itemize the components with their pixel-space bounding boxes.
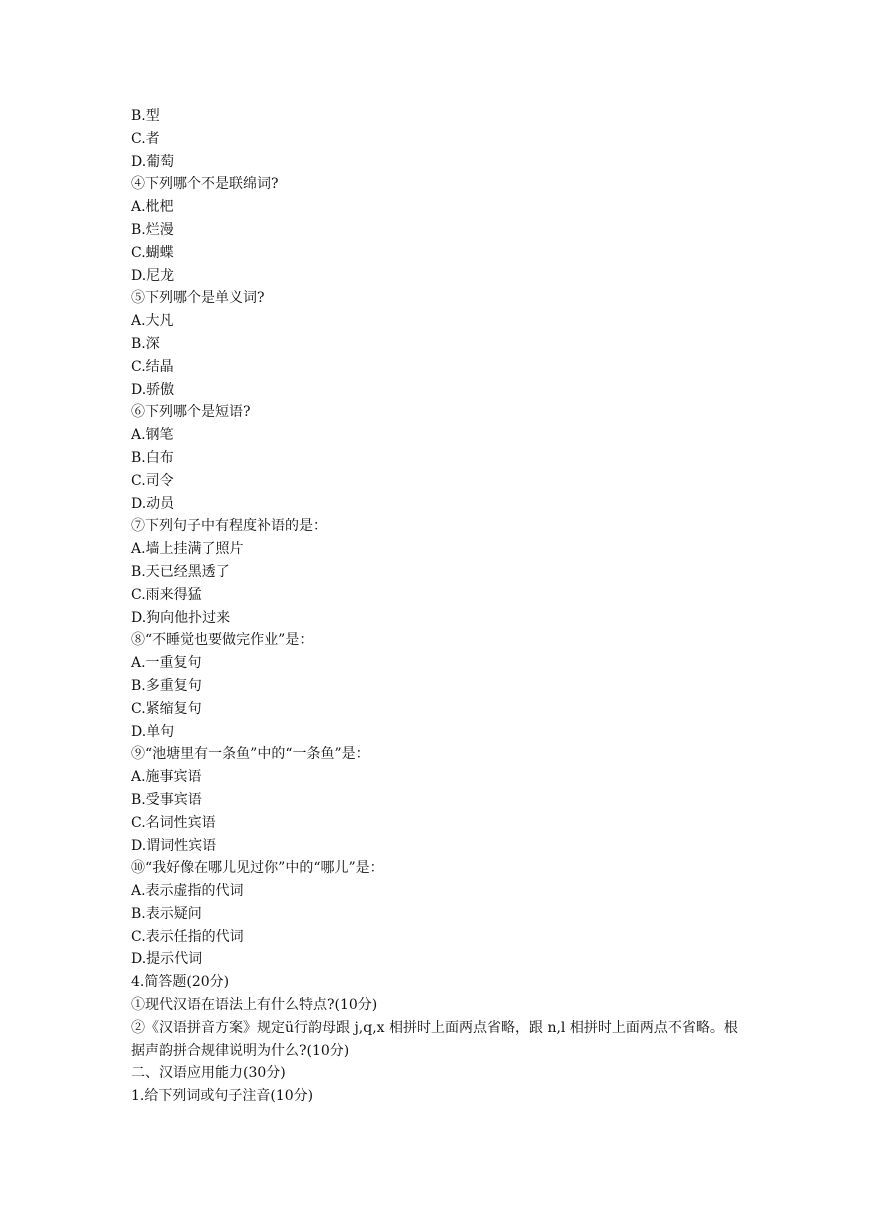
option-b-q7: B.天已经黑透了 bbox=[131, 563, 230, 580]
option-b-q5: B.深 bbox=[131, 335, 160, 352]
question-9: ⑨“池塘里有一条鱼”中的“一条鱼”是： bbox=[131, 746, 370, 763]
option-a-q4: A.枇杷 bbox=[131, 199, 174, 216]
option-b-q3: B.型 bbox=[131, 108, 160, 124]
option-d-q7: D.狗向他扑过来 bbox=[131, 609, 231, 626]
option-c-q6: C.司令 bbox=[131, 472, 174, 489]
short-answer-q2: ②《汉语拼音方案》规定ü行韵母跟 j,q,x 相拼时上面两点省略，跟 n,l 相拼时上面两点不省略。根据声韵拼合规律说明为什么?(10分) bbox=[131, 1019, 738, 1059]
option-d-q4: D.尼龙 bbox=[131, 267, 175, 284]
section-heading-short-answer: 4.简答题(20分) bbox=[131, 974, 230, 991]
question-6: ⑥下列哪个是短语? bbox=[131, 404, 251, 421]
option-d-q5: D.骄傲 bbox=[131, 381, 175, 398]
document-body bbox=[131, 105, 751, 1108]
option-a-q9: A.施事宾语 bbox=[131, 769, 202, 786]
question-8: ⑧“不睡觉也要做完作业”是： bbox=[131, 632, 314, 649]
option-d-q10: D.提示代词 bbox=[131, 951, 203, 968]
option-c-q5: C.结晶 bbox=[131, 358, 174, 375]
option-b-q8: B.多重复句 bbox=[131, 677, 202, 694]
option-c-q9: C.名词性宾语 bbox=[131, 814, 216, 831]
short-answer-q1: ①现代汉语在语法上有什么特点?(10分) bbox=[131, 997, 378, 1014]
question-4: ④下列哪个不是联绵词? bbox=[131, 176, 279, 193]
option-c-q3: C.者 bbox=[131, 130, 160, 147]
question-5: ⑤下列哪个是单义词? bbox=[131, 290, 265, 307]
option-b-q6: B.白布 bbox=[131, 449, 174, 466]
option-d-q9: D.谓词性宾语 bbox=[131, 837, 217, 854]
option-c-q7: C.雨来得猛 bbox=[131, 586, 202, 603]
question-10: ⑩“我好像在哪儿见过你”中的“哪儿”是： bbox=[131, 860, 384, 877]
option-d-q6: D.动员 bbox=[131, 495, 175, 512]
part-two-heading: 二、汉语应用能力(30分) bbox=[131, 1065, 286, 1082]
option-a-q7: A.墙上挂满了照片 bbox=[131, 541, 244, 558]
option-b-q9: B.受事宾语 bbox=[131, 791, 202, 808]
option-c-q10: C.表示任指的代词 bbox=[131, 928, 244, 945]
option-a-q5: A.大凡 bbox=[131, 313, 174, 330]
option-c-q4: C.蝴蝶 bbox=[131, 244, 174, 261]
option-c-q8: C.紧缩复句 bbox=[131, 700, 202, 717]
option-a-q6: A.钢笔 bbox=[131, 427, 174, 444]
option-a-q10: A.表示虚指的代词 bbox=[131, 883, 244, 900]
part-two-q1: 1.给下列词或句子注音(10分) bbox=[131, 1088, 314, 1105]
question-7: ⑦下列句子中有程度补语的是： bbox=[131, 518, 327, 535]
option-b-q4: B.烂漫 bbox=[131, 221, 174, 238]
option-b-q10: B.表示疑问 bbox=[131, 905, 202, 922]
option-d-q3: D.葡萄 bbox=[131, 153, 175, 170]
option-a-q8: A.一重复句 bbox=[131, 655, 202, 672]
option-d-q8: D.单句 bbox=[131, 723, 175, 740]
